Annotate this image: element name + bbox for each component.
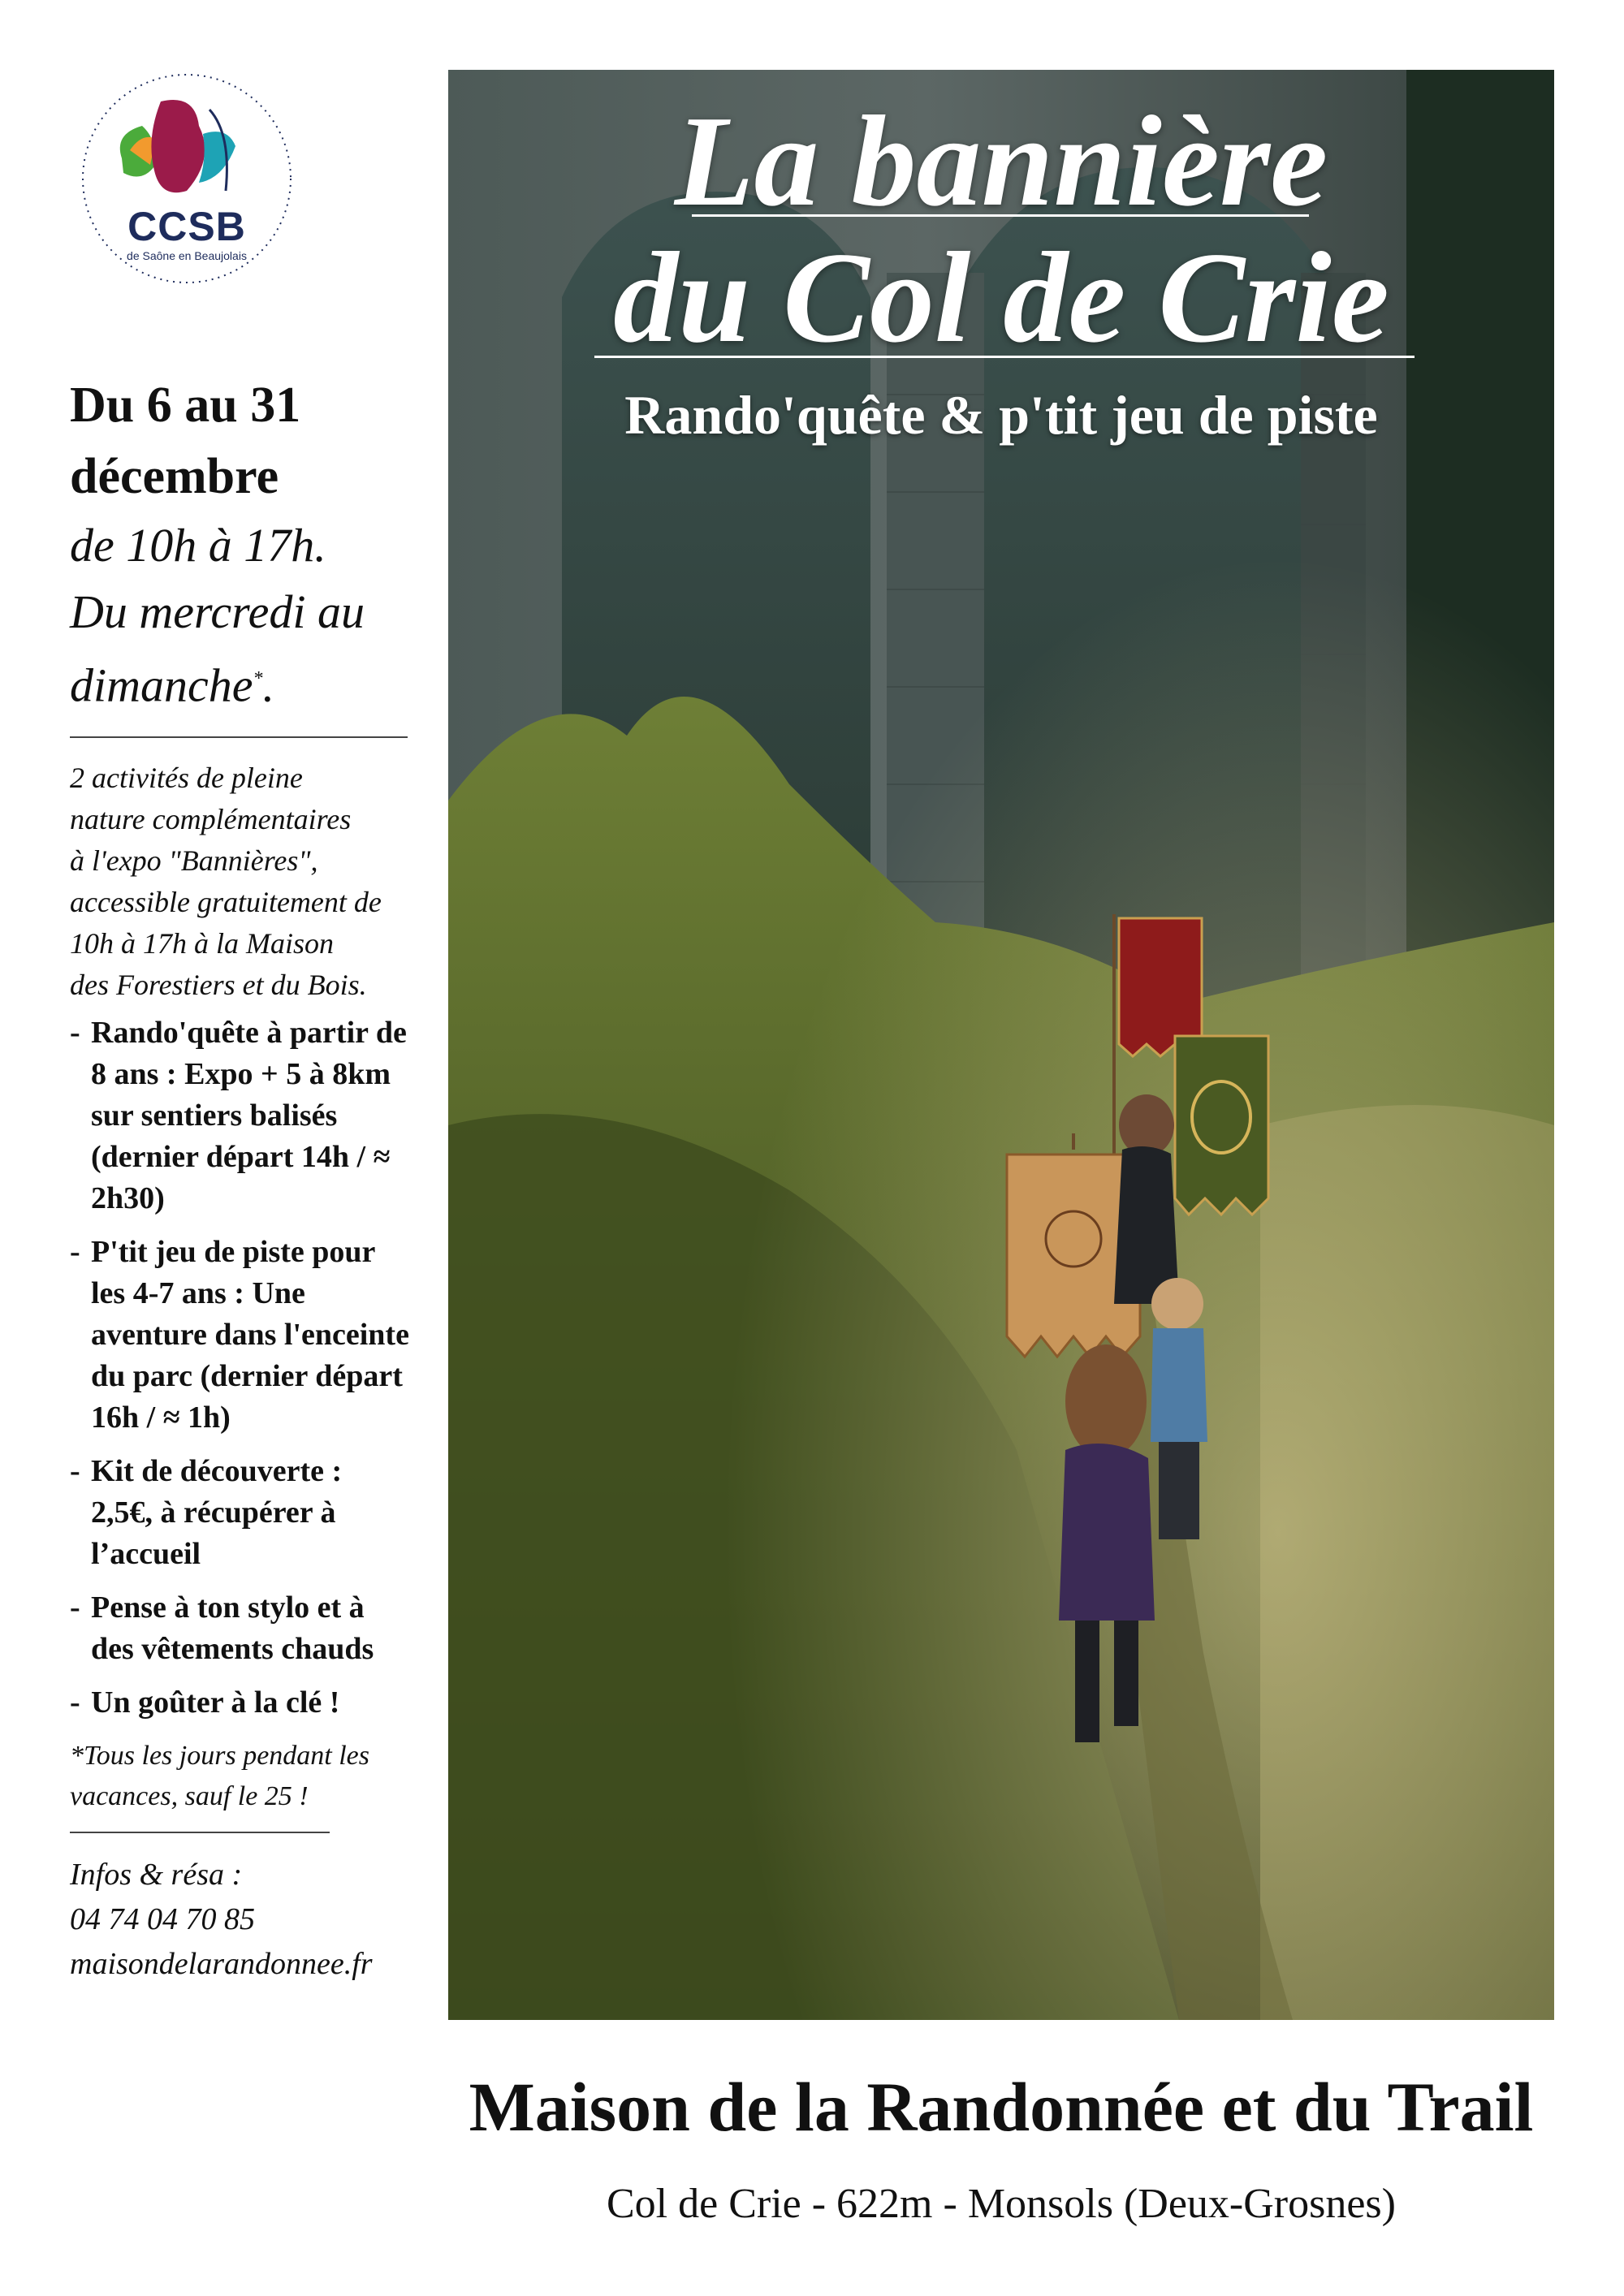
intro-line: 2 activités de pleine [70,762,303,795]
hours: de 10h à 17h. [70,519,326,572]
activity-text: Pense à ton stylo et à des vêtements chauds [91,1590,374,1667]
days-end: . [262,658,274,712]
dates-line-2: décembre [70,449,279,504]
activity-text: Rando'quête à partir de 8 ans : Expo + 5 à 8km sur sentiers balisés (dernier départ 14h / ≈ 2h30) [91,1016,407,1216]
poster-title-line-2: du Col de Crie [613,225,1389,369]
logo-acronym: CCSB [127,204,246,249]
activity-text: Kit de découverte : 2,5€, à récupérer à l’accueil [91,1454,343,1572]
divider [70,1832,330,1833]
activity-list [70,1012,411,1724]
dates-line-1: Du 6 au 31 [70,378,301,433]
hero-photo [448,70,1554,2020]
green-banner-icon [1175,1036,1268,1215]
days-text: dimanche [70,658,253,712]
intro-line: 10h à 17h à la Maison [70,927,335,960]
info-column [70,369,411,1987]
bullet-dash: - [70,1454,80,1489]
footnote: *Tous les jours pendant les vacances, sauf le 25 ! [70,1741,370,1812]
activity-text: Un goûter à la clé ! [91,1685,340,1720]
poster-subtitle: Rando'quête & p'tit jeu de piste [624,384,1378,446]
ccsb-logo [65,69,309,288]
title-underline [692,214,1309,217]
activity-item [70,1587,411,1670]
intro-line: à l'expo "Bannières", [70,844,318,878]
contact-phone[interactable]: 04 74 04 70 85 [70,1902,255,1937]
days-line-1: Du mercredi au [70,585,365,638]
activity-item [70,1682,411,1724]
intro-line: accessible gratuitement de [70,886,382,919]
logo-subtitle: de Saône en Beaujolais [127,249,247,262]
intro-line: des Forestiers et du Bois. [70,969,367,1002]
bullet-dash: - [70,1016,80,1051]
activity-item [70,1012,411,1219]
child-walker-blue [1151,1278,1207,1539]
venue-location: Col de Crie - 622m - Monsols (Deux-Grosnes) [607,2181,1396,2227]
footnote-marker: * [253,668,263,689]
intro-line: nature complémentaires [70,803,352,836]
contact-website[interactable]: maisondelarandonnee.fr [70,1947,373,1982]
divider [70,736,408,738]
title-underline [594,356,1415,358]
bullet-dash: - [70,1235,80,1270]
days-line-2 [70,645,411,719]
adult-walker [1114,1094,1179,1304]
activity-item [70,1232,411,1439]
intro-text [70,757,411,1006]
activity-item [70,1451,411,1575]
venue-name: Maison de la Randonnée et du Trail [469,2068,1534,2146]
activity-text: P'tit jeu de piste pour les 4-7 ans : Une aventure dans l'enceinte du parc (dernier départ 16h / ≈ 1h) [91,1235,409,1435]
contact-label: Infos & résa : [70,1858,243,1892]
poster-title-line-1: La bannière [674,88,1328,233]
bullet-dash: - [70,1590,80,1625]
bullet-dash: - [70,1685,80,1720]
